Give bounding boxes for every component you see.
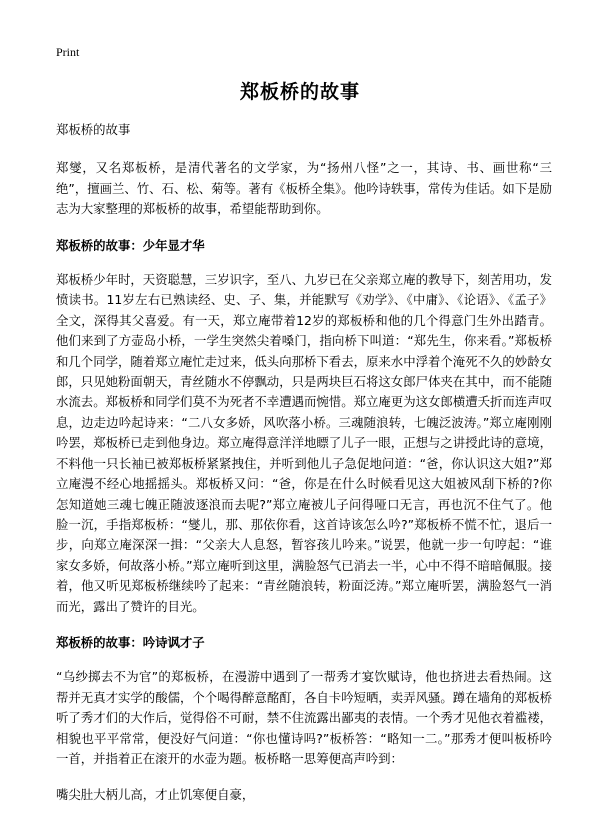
intro-paragraph: 郑燮，又名郑板桥，是清代著名的文学家，为“扬州八怪”之一，其诗、书、画世称“三绝”，擅画兰、竹、石、松、菊等。著有《板桥全集》。他吟诗轶事，常传为佳话。如下是励志为大家整理的郑板桥的故事，希望能帮助到你。 [56, 160, 552, 217]
poem-line: 嘴尖肚大柄儿高，才止饥寒便自豪， [56, 787, 255, 803]
section-body-talent: 郑板桥少年时，天资聪慧，三岁识字，至八、九岁已在父亲郑立庵的教导下，刻苦用功，发愤读书。11岁左右已熟读经、史、子、集，并能默写《劝学》、《中庸》、《论语》、《孟子》全文，深得其父喜爱。有一天，郑立庵带着12岁的郑板桥和他的几个得意门生外出踏青。他们来到了方壶岛小桥，一学生突然尖着嗓门，指向桥下叫道：“郑先生，你来看。”郑板桥和几个同学，随着郑立庵忙走过来，低头向那桥下看去，原来水中浮着个淹死不久的妙龄女郎，只见她粉面朝天，青丝随水不停飘动，只是两块巨石将这女郎尸体夹在其中，而不能随水流去。郑板桥和同学们莫不为死者不幸遭遇而惋惜。郑立庵更为这女郎横遭夭折而连声叹息，边走边吟起诗来：“二八女多娇，风吹落小桥。三魂随浪转，七魄泛波涛。”郑立庵刚刚吟罢，郑板桥已走到他身边。郑立庵得意洋洋地瞟了儿子一眼，正想与之讲授此诗的意境，不料他一只长袖已被郑板桥紧紧拽住，并听到他儿子急促地问道：“爸，你认识这大姐?”郑立庵漫不经心地摇摇头。郑板桥又问：“爸，你是在什么时候看见这大姐被风刮下桥的?你怎知道她三魂七魄正随波逐浪而去呢?”郑立庵被儿子问得哑口无言，再也沉不住气了。他脸一沉，手指郑板桥：“燮儿，那、那依你看，这首诗该怎么吟?”郑板桥不慌不忙，退后一步，向郑立庵深深一揖：“父亲大人息怒，暂容孩儿吟来。”说罢，他就一步一句哼起：“谁家女多娇，何故落小桥。”郑立庵听到这里，满脸怒气已消去一半，心中不得不暗暗佩服。接着，他又听见郑板桥继续吟了起来：“青丝随浪转，粉面泛涛。”郑立庵听罢，满脸怒气一消而光，露出了赞许的目光。 [56, 272, 552, 614]
section-heading-satire: 郑板桥的故事：吟诗讽才子 [56, 634, 205, 650]
document-subtitle: 郑板桥的故事 [56, 122, 131, 137]
document-body [56, 120, 552, 806]
print-label: Print [56, 45, 80, 59]
section-heading-talent: 郑板桥的故事：少年显才华 [56, 237, 205, 253]
page-title: 郑板桥的故事 [239, 81, 360, 103]
section-body-satire: “乌纱掷去不为官”的郑板桥，在漫游中遇到了一帮秀才宴饮赋诗，他也挤进去看热闹。这帮并无真才实学的酸儒，个个喝得醉意酩酊，各自卡吟短晒，卖弄风骚。蹲在墙角的郑板桥听了秀才们的大作后，觉得俗不可耐，禁不住流露出鄙夷的表情。一个秀才见他衣着褴褛，相貌也平平常常，便没好气问道：“你也懂诗吗?”板桥答：“略知一二。”那秀才便叫板桥吟一首，并指着正在滚开的水壶为题。板桥略一思筹便高声吟到： [56, 669, 552, 766]
